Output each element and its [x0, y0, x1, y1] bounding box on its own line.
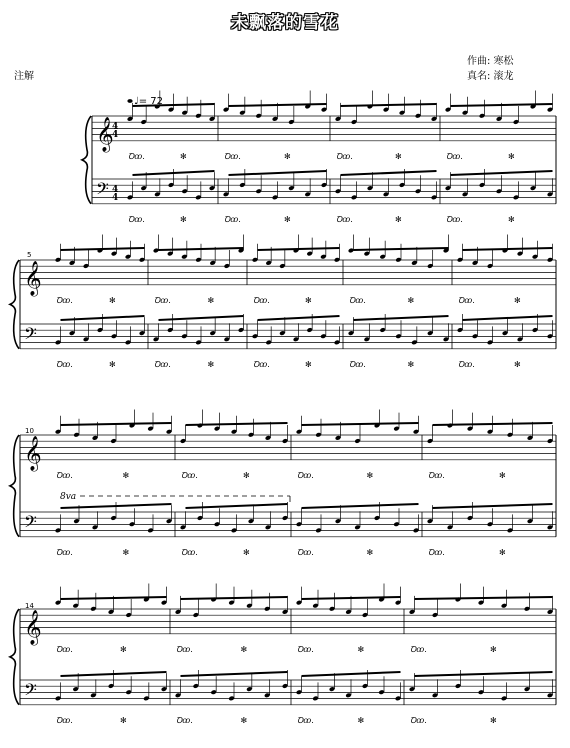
beam	[159, 248, 244, 250]
pedal-mark: Ꝺꝏ.	[428, 470, 445, 480]
brace-icon	[10, 435, 19, 537]
pedal-release-icon: ✻	[207, 359, 215, 369]
pedal-release-icon: ✻	[514, 359, 521, 369]
bass-clef-icon: 𝄢	[24, 323, 37, 348]
time-sig-bottom-bass: 4	[112, 193, 119, 203]
pedal-mark: Ꝺꝏ.	[56, 359, 73, 369]
pedal-release-icon: ✻	[243, 547, 250, 557]
beam	[451, 171, 553, 175]
pedal-release-icon: ✻	[240, 644, 248, 654]
measure-number-10: 10	[25, 427, 34, 435]
beam	[433, 423, 553, 425]
pedal-mark: Ꝺꝏ.	[297, 644, 314, 654]
pedal-release-icon: ✻	[109, 359, 116, 369]
beam	[258, 248, 340, 250]
beam	[451, 104, 553, 106]
quarter-note-icon	[127, 99, 132, 103]
time-sig-top-bass: 4	[112, 185, 119, 195]
pedal-mark: Ꝺꝏ.	[181, 547, 198, 557]
pedal-release-icon: ✻	[407, 359, 415, 369]
pedal-mark: Ꝺꝏ.	[410, 644, 427, 654]
beam	[181, 672, 288, 676]
treble-clef-icon: 𝄞	[24, 435, 42, 471]
pedal-mark: Ꝺꝏ.	[336, 151, 353, 161]
treble-clef-icon: 𝄞	[24, 260, 42, 296]
beam	[302, 423, 419, 425]
pedal-mark: Ꝺꝏ.	[410, 715, 427, 725]
beam	[433, 504, 553, 508]
treble-clef-icon: 𝄞	[96, 116, 114, 152]
staff-systems	[10, 91, 556, 725]
pedal-mark: Ꝺꝏ.	[56, 644, 73, 654]
pedal-release-icon: ✻	[395, 151, 402, 161]
pedal-mark: Ꝺꝏ.	[56, 547, 73, 557]
beam	[61, 597, 167, 599]
beam	[181, 597, 288, 599]
pedal-release-icon: ✻	[357, 644, 365, 654]
beam	[229, 104, 327, 106]
pedal-release-icon: ✻	[508, 151, 515, 161]
pedal-release-icon: ✻	[366, 470, 374, 480]
pedal-release-icon: ✻	[180, 151, 187, 161]
pedal-release-icon: ✻	[180, 214, 187, 224]
pedal-release-icon: ✻	[122, 547, 130, 557]
pedal-release-icon: ✻	[240, 715, 248, 725]
brace-icon	[10, 260, 19, 349]
pedal-release-icon: ✻	[499, 547, 506, 557]
annotation-label: 注解	[14, 71, 34, 82]
pedal-mark: Ꝺꝏ.	[297, 547, 314, 557]
time-sig-top-treble: 4	[112, 122, 119, 132]
real-name-credit: 真名: 滚龙	[467, 71, 514, 82]
beam	[354, 316, 449, 320]
pedal-release-icon: ✻	[366, 547, 374, 557]
pedal-mark: Ꝺꝏ.	[224, 214, 241, 224]
pedal-mark: Ꝺꝏ.	[297, 715, 314, 725]
pedal-mark: Ꝺꝏ.	[336, 214, 353, 224]
beam	[186, 423, 288, 425]
beam	[186, 504, 288, 508]
beam	[415, 597, 553, 599]
bass-clef-icon: 𝄢	[24, 679, 37, 704]
pedal-release-icon: ✻	[407, 295, 415, 305]
pedal-release-icon: ✻	[284, 214, 291, 224]
pedal-mark: Ꝺꝏ.	[154, 359, 171, 369]
beam	[302, 597, 401, 599]
beam	[354, 248, 449, 250]
pedal-mark: Ꝺꝏ.	[446, 214, 463, 224]
pedal-release-icon: ✻	[357, 715, 365, 725]
pedal-mark: Ꝺꝏ.	[297, 470, 314, 480]
pedal-mark: Ꝺꝏ.	[176, 644, 193, 654]
pedal-release-icon: ✻	[305, 359, 312, 369]
pedal-mark: Ꝺꝏ.	[56, 295, 73, 305]
pedal-mark: Ꝺꝏ.	[349, 295, 366, 305]
pedal-mark: Ꝺꝏ.	[56, 715, 73, 725]
beam	[159, 316, 244, 320]
pedal-release-icon: ✻	[109, 295, 116, 305]
beam	[341, 171, 437, 175]
pedal-release-icon: ✻	[508, 214, 515, 224]
pedal-release-icon: ✻	[120, 644, 127, 654]
pedal-mark: Ꝺꝏ.	[458, 295, 475, 305]
composer-credit: 作曲: 寒松	[467, 56, 514, 67]
beam	[302, 672, 401, 676]
pedal-release-icon: ✻	[499, 470, 506, 480]
pedal-release-icon: ✻	[243, 470, 250, 480]
beam	[258, 316, 340, 320]
pedal-mark: Ꝺꝏ.	[56, 470, 73, 480]
pedal-mark: Ꝺꝏ.	[253, 295, 270, 305]
brace-icon	[10, 609, 19, 705]
beam	[415, 672, 553, 676]
pedal-release-icon: ✻	[284, 151, 291, 161]
treble-clef-icon: 𝄞	[24, 609, 42, 645]
ottava-marking: 8va	[60, 492, 77, 502]
bass-clef-icon: 𝄢	[96, 178, 109, 203]
pedal-mark: Ꝺꝏ.	[128, 214, 145, 224]
pedal-mark: Ꝺꝏ.	[128, 151, 145, 161]
pedal-release-icon: ✻	[490, 715, 497, 725]
beam	[61, 248, 145, 250]
pedal-release-icon: ✻	[490, 644, 497, 654]
pedal-release-icon: ✻	[305, 295, 312, 305]
pedal-release-icon: ✻	[514, 295, 521, 305]
pedal-mark: Ꝺꝏ.	[181, 470, 198, 480]
beam	[302, 504, 419, 508]
pedal-release-icon: ✻	[122, 470, 130, 480]
time-sig-bottom-treble: 4	[112, 130, 119, 140]
beam	[61, 423, 172, 425]
beam	[229, 171, 327, 175]
pedal-mark: Ꝺꝏ.	[446, 151, 463, 161]
pedal-release-icon: ✻	[120, 715, 127, 725]
pedal-mark: Ꝺꝏ.	[253, 359, 270, 369]
pedal-mark: Ꝺꝏ.	[349, 359, 366, 369]
tempo-marking: ♩= 72	[134, 96, 163, 107]
pedal-mark: Ꝺꝏ.	[154, 295, 171, 305]
pedal-mark: Ꝺꝏ.	[176, 715, 193, 725]
bass-clef-icon: 𝄢	[24, 511, 37, 536]
measure-number-14: 14	[25, 602, 34, 610]
brace-icon	[82, 116, 91, 204]
pedal-mark: Ꝺꝏ.	[428, 547, 445, 557]
score-title: 未飘落的雪花	[231, 13, 339, 33]
pedal-release-icon: ✻	[395, 214, 402, 224]
beam	[463, 248, 553, 250]
beam	[341, 104, 437, 106]
pedal-mark: Ꝺꝏ.	[224, 151, 241, 161]
measure-number-5: 5	[27, 251, 32, 259]
pedal-release-icon: ✻	[207, 295, 215, 305]
pedal-mark: Ꝺꝏ.	[458, 359, 475, 369]
